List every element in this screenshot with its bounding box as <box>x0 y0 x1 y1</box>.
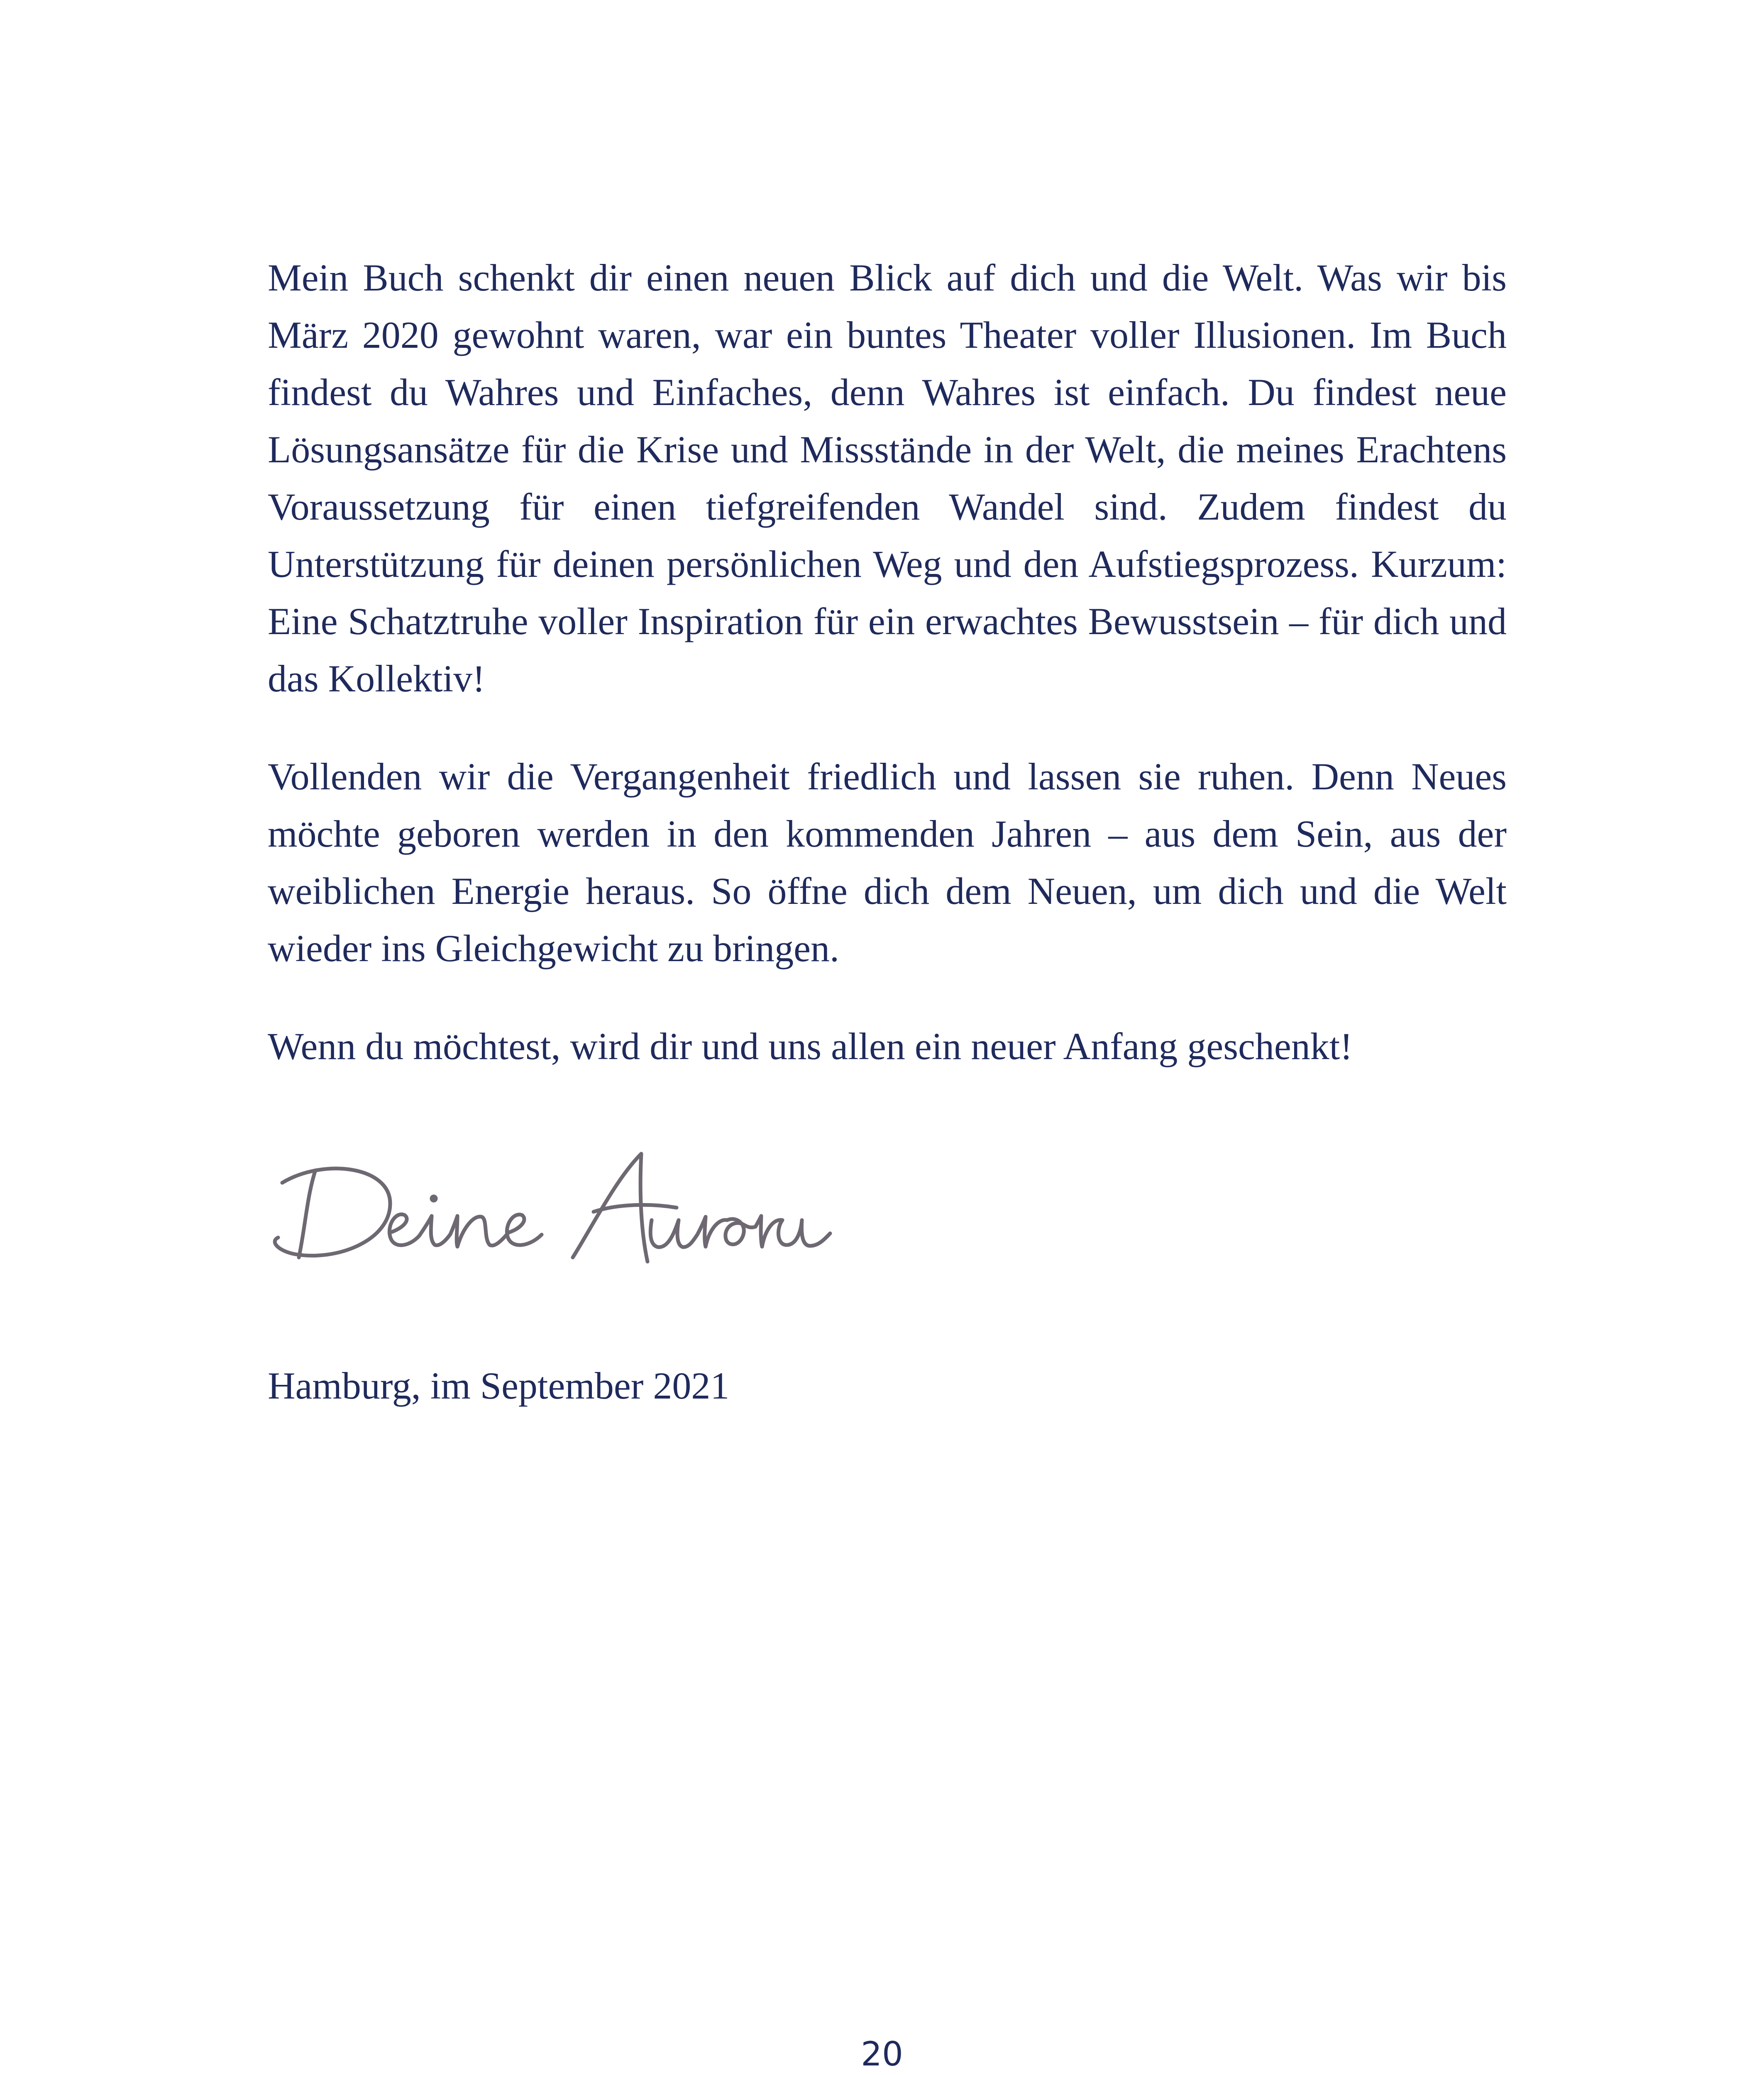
handwritten-signature <box>266 1145 838 1282</box>
paragraph-new-beginning: Wenn du möchtest, wird dir und uns allen ein neuer Anfang geschenkt! <box>268 1025 1353 1067</box>
page-number: 20 <box>861 2035 903 2073</box>
place-and-date: Hamburg, im September 2021 <box>268 1365 730 1407</box>
paragraph-past: Vollenden wir die Vergangenheit friedlich und lassen sie ruhen. Denn Neues möchte geboren werden in den kommenden Jahren – aus dem Sein, aus der weiblichen Energie heraus. So öffne dich dem Neuen, um dich und die Welt wieder ins Gleichgewicht zu bringen. <box>268 755 1507 969</box>
paragraph-intro: Mein Buch schenkt dir einen neuen Blick auf dich und die Welt. Was wir bis März 2020 gewohnt waren, war ein buntes Theater voller Illusionen. Im Buch findest du Wahres und Einfaches, denn Wahres ist einfach. Du findest neue Lösungsansätze für die Krise und Missstände in der Welt, die meines Erachtens Voraussetzung für einen tiefgreifenden Wandel sind. Zudem findest du Unterstützung für deinen persönlichen Weg und den Aufstiegsprozess. Kurzum: Eine Schatztruhe voller Inspiration für ein erwachtes Bewusstsein – für dich und das Kollektiv! <box>268 256 1507 700</box>
body-text <box>268 249 1507 1116</box>
signature-drawing <box>266 1145 838 1282</box>
